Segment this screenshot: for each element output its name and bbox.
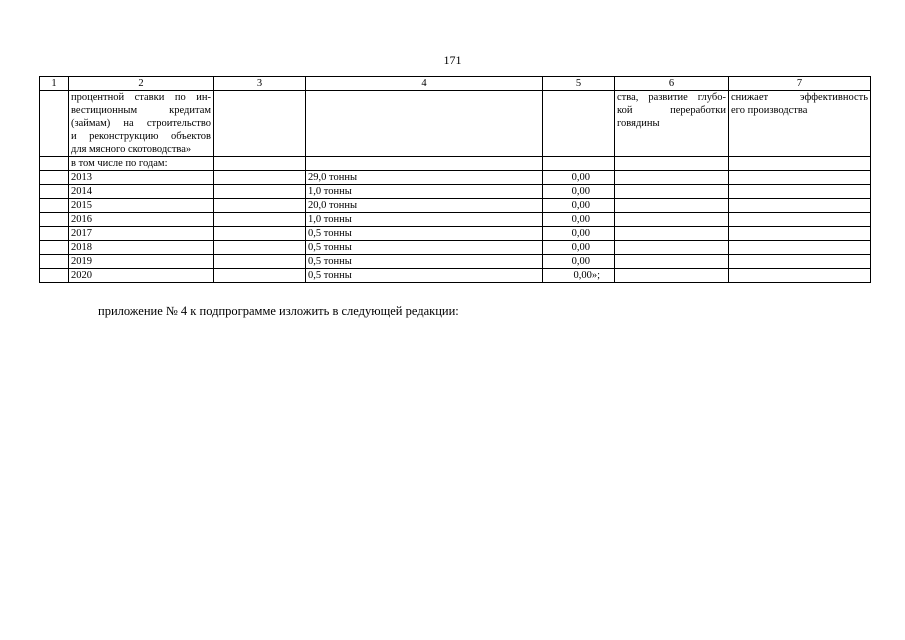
column-header: 5 xyxy=(543,77,615,91)
subheader-row xyxy=(40,157,871,171)
table-row xyxy=(40,199,871,213)
volume-cell: 0,5 тонны xyxy=(306,227,543,241)
text-line: для мясного скотоводства» xyxy=(71,144,192,155)
risk-description xyxy=(729,91,871,157)
year-cell: 2013 xyxy=(69,171,214,185)
result-description xyxy=(615,91,729,157)
volume-cell: 1,0 тонны xyxy=(306,213,543,227)
text-line: вестиционным кредитам xyxy=(71,105,211,116)
year-cell: 2019 xyxy=(69,255,214,269)
value-cell: 0,00 xyxy=(543,227,615,241)
column-header: 3 xyxy=(214,77,306,91)
volume-cell: 20,0 тонны xyxy=(306,199,543,213)
text-line: (займам) на строительство xyxy=(71,118,211,129)
measure-description xyxy=(69,91,214,157)
value-cell: 0,00 xyxy=(543,213,615,227)
volume-cell: 29,0 тонны xyxy=(306,171,543,185)
table-row xyxy=(40,227,871,241)
subheader-label: в том числе по годам: xyxy=(69,157,214,171)
value-cell: 0,00 xyxy=(543,241,615,255)
year-cell: 2015 xyxy=(69,199,214,213)
year-cell: 2017 xyxy=(69,227,214,241)
description-row xyxy=(40,91,871,157)
table-row xyxy=(40,171,871,185)
data-table xyxy=(39,76,871,283)
column-header: 2 xyxy=(69,77,214,91)
column-header: 1 xyxy=(40,77,69,91)
value-cell: 0,00 xyxy=(543,185,615,199)
table-row xyxy=(40,241,871,255)
volume-cell: 0,5 тонны xyxy=(306,255,543,269)
volume-cell: 0,5 тонны xyxy=(306,241,543,255)
text-line: его производства xyxy=(731,105,808,116)
column-header: 7 xyxy=(729,77,871,91)
table-row xyxy=(40,185,871,199)
value-cell: 0,00»; xyxy=(543,269,615,283)
text-line: снижает эффективность xyxy=(731,92,868,103)
column-header: 4 xyxy=(306,77,543,91)
table-header-row xyxy=(40,77,871,91)
year-cell: 2020 xyxy=(69,269,214,283)
text-line: процентной ставки по ин- xyxy=(71,92,211,103)
value-cell: 0,00 xyxy=(543,171,615,185)
year-cell: 2018 xyxy=(69,241,214,255)
column-header: 6 xyxy=(615,77,729,91)
year-cell: 2016 xyxy=(69,213,214,227)
year-cell: 2014 xyxy=(69,185,214,199)
text-line: ства, развитие глубо- xyxy=(617,92,726,103)
volume-cell: 0,5 тонны xyxy=(306,269,543,283)
value-cell: 0,00 xyxy=(543,199,615,213)
page-number: 171 xyxy=(443,53,462,67)
table-row xyxy=(40,213,871,227)
value-cell: 0,00 xyxy=(543,255,615,269)
text-line: кой переработки xyxy=(617,105,726,116)
amendment-note: приложение № 4 к подпрограмме изложить в следующей редакции: xyxy=(98,304,459,318)
text-line: и реконструкцию объектов xyxy=(71,131,211,142)
table-row xyxy=(40,255,871,269)
table-row xyxy=(40,269,871,283)
text-line: говядины xyxy=(617,118,660,129)
volume-cell: 1,0 тонны xyxy=(306,185,543,199)
